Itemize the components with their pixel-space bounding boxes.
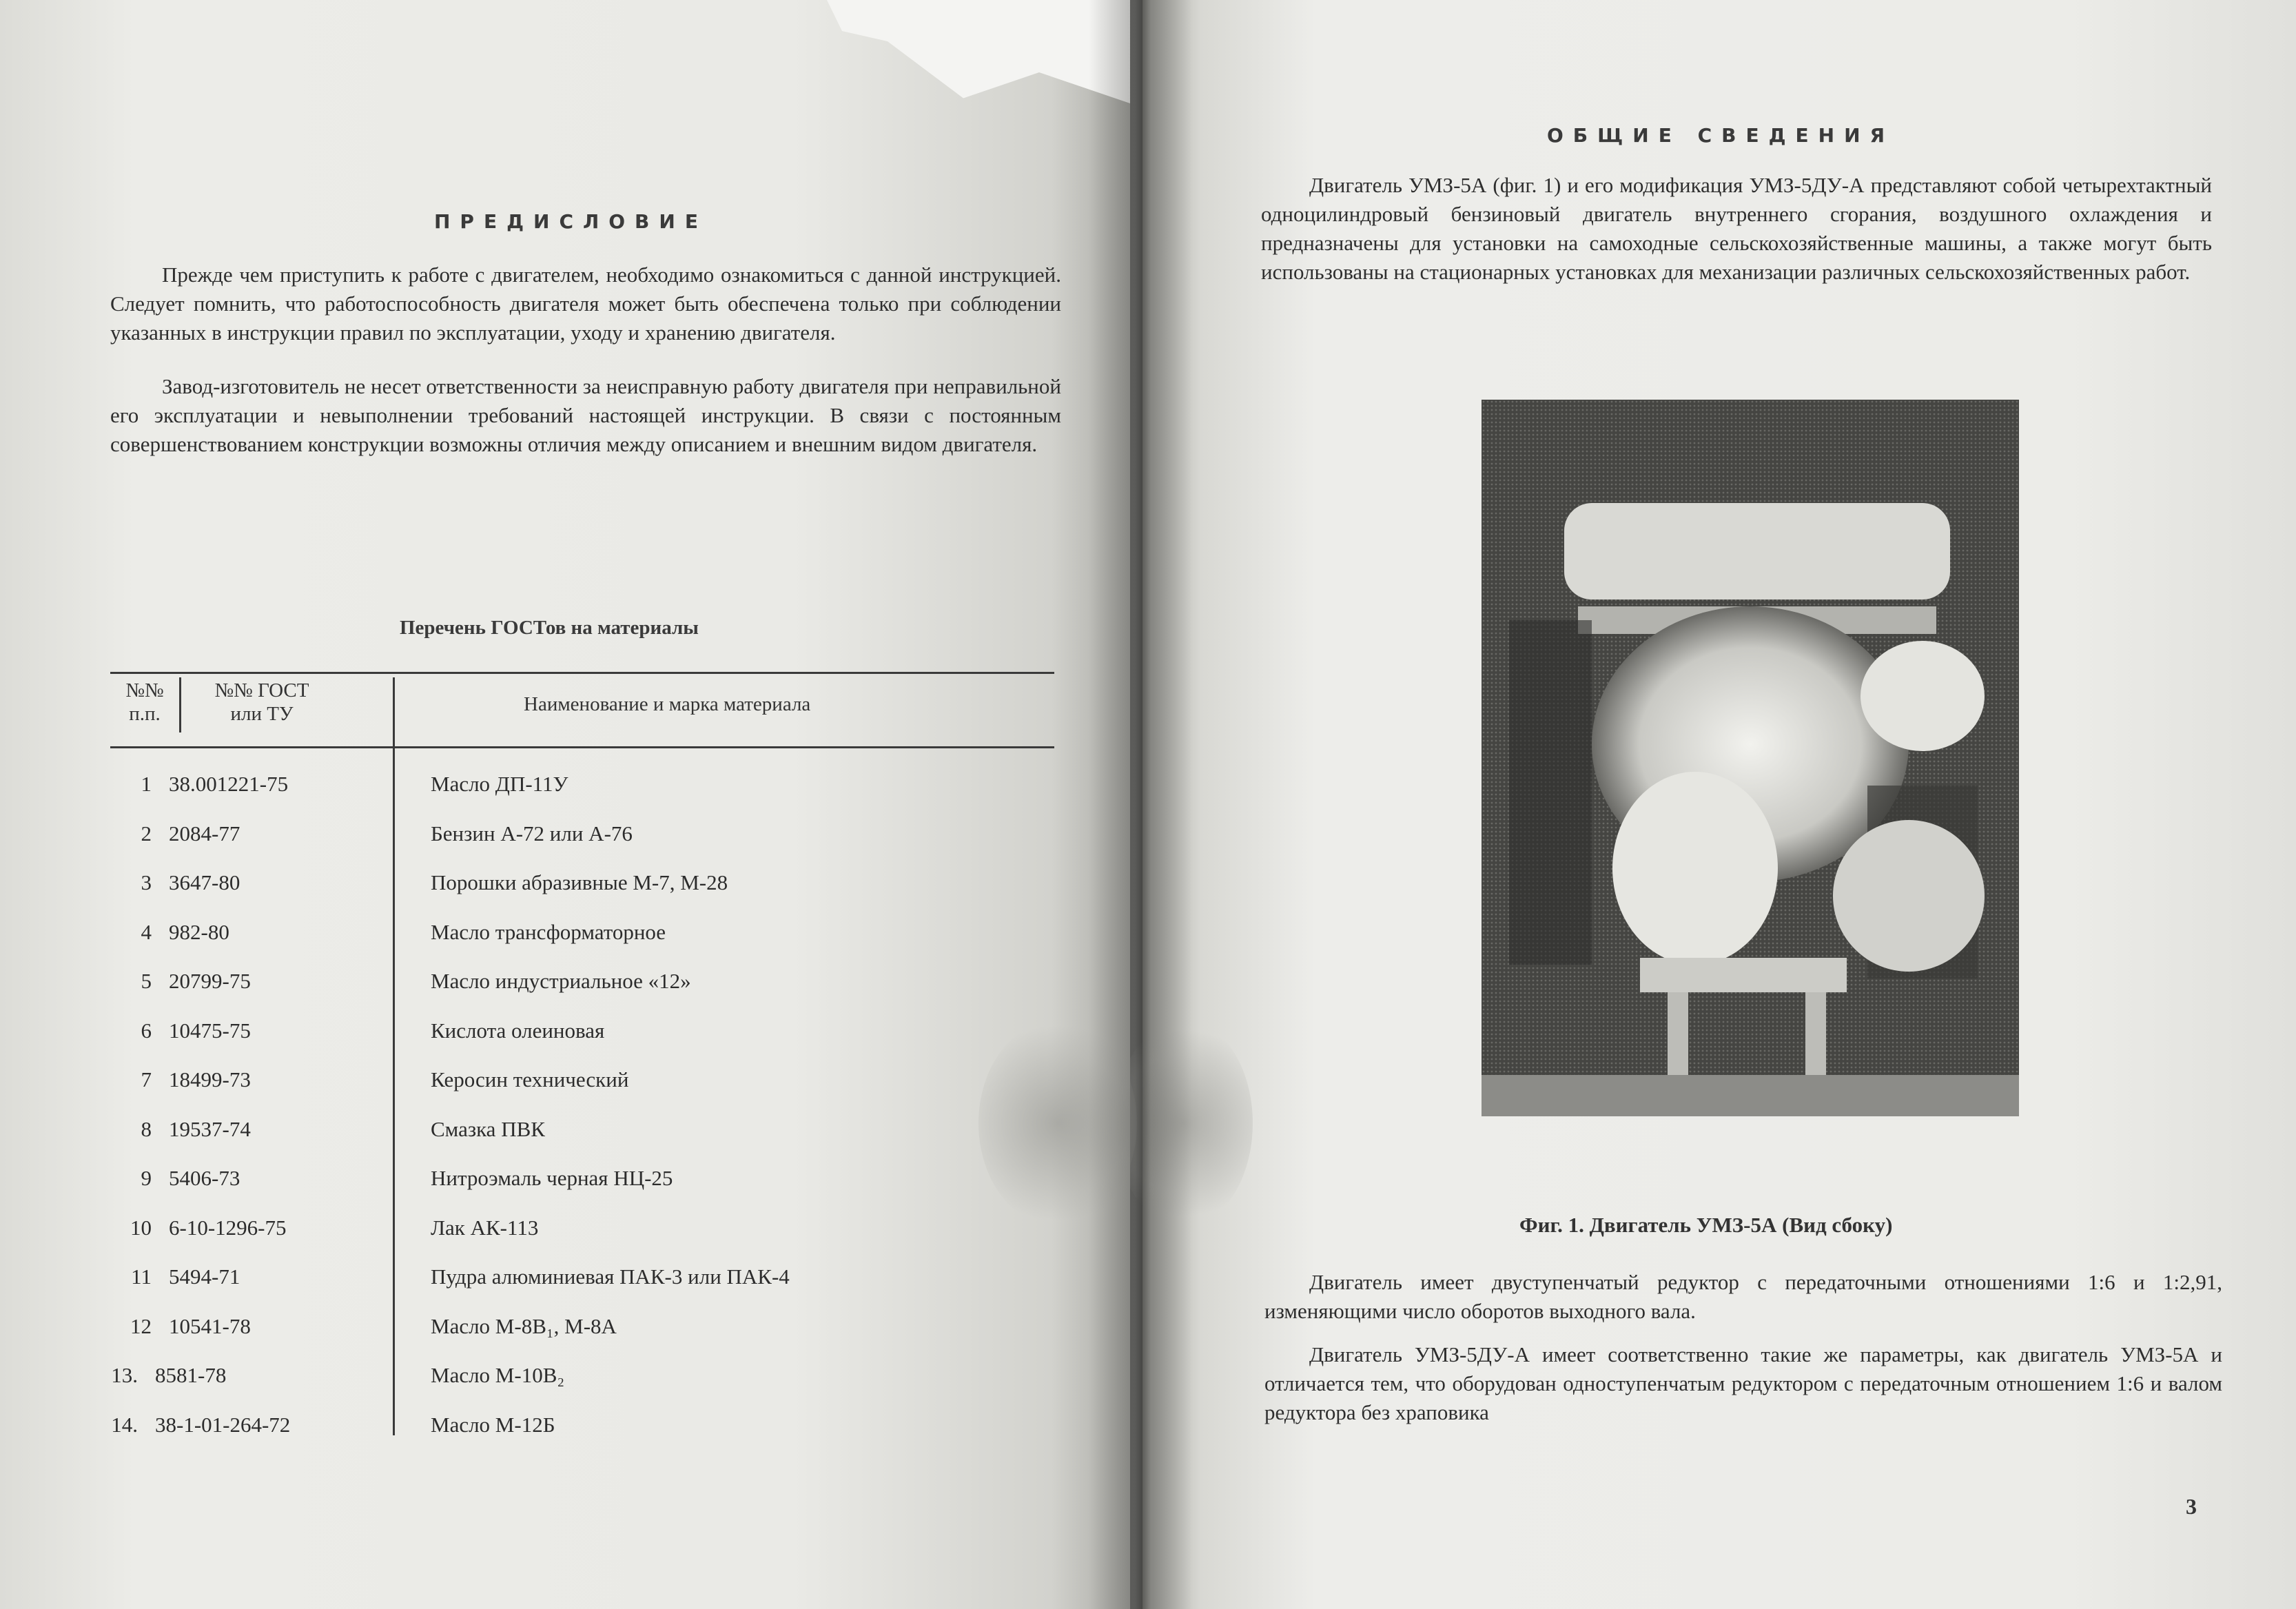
row-gost: 6-10-1296-75 <box>169 1215 287 1240</box>
row-material-name: Масло ДП-11У <box>431 772 568 796</box>
row-number: 7 <box>141 1067 152 1092</box>
row-gost: 18499-73 <box>169 1067 251 1092</box>
header-gost: №№ ГОСТ или ТУ <box>214 679 309 725</box>
general-paragraph-3: Двигатель УМЗ-5ДУ-А имеет соответственно такие же параметры, как двигатель УМЗ-5А и отличается тем, что оборудован одноступенчатым редуктором с передаточным отношением 1:6 и валом редуктора без храповика <box>1264 1342 2222 1424</box>
row-number: 1 <box>141 772 152 796</box>
row-number: 13. <box>111 1363 138 1387</box>
row-gost: 10541-78 <box>169 1313 251 1338</box>
page-number: 3 <box>2186 1494 2197 1519</box>
row-material-name: Порошки абразивные М-7, М-28 <box>431 870 728 894</box>
row-number: 11 <box>131 1264 152 1289</box>
row-number: 10 <box>130 1215 152 1240</box>
table-divider <box>179 677 181 732</box>
table-row <box>110 1314 1054 1362</box>
row-material-name: Масло трансформаторное <box>431 919 666 944</box>
table-row <box>110 1413 1054 1461</box>
row-gost: 982-80 <box>169 919 229 944</box>
table-row <box>110 772 1054 820</box>
row-gost: 38-1-01-264-72 <box>155 1412 291 1437</box>
row-number: 4 <box>141 919 152 944</box>
row-gost: 5406-73 <box>169 1166 240 1190</box>
row-material-name: Масло М-10В₂ <box>431 1363 565 1387</box>
table-row <box>110 1363 1054 1411</box>
table-row <box>110 1264 1054 1313</box>
table-row <box>110 870 1054 919</box>
table-top-rule <box>110 672 1054 674</box>
row-material-name: Бензин А-72 или А-76 <box>431 821 633 846</box>
row-material-name: Смазка ПВК <box>431 1116 545 1141</box>
table-title: Перечень ГОСТов на материалы <box>400 617 699 639</box>
row-gost: 19537-74 <box>169 1116 251 1141</box>
general-paragraph-2: Двигатель имеет двуступенчатый редуктор с передаточными отношениями 1:6 и 1:2,91, изменяющими число оборотов выходного вала. <box>1264 1270 2222 1323</box>
row-number: 5 <box>141 969 152 993</box>
row-material-name: Пудра алюминиевая ПАК-3 или ПАК-4 <box>431 1264 790 1289</box>
general-heading: ОБЩИЕ СВЕДЕНИЯ <box>1547 124 1895 147</box>
table-row <box>110 920 1054 968</box>
row-material-name: Лак АК-113 <box>431 1215 539 1240</box>
table-row <box>110 1166 1054 1214</box>
row-number: 6 <box>141 1018 152 1043</box>
row-number: 9 <box>141 1166 152 1190</box>
row-number: 12 <box>130 1313 152 1338</box>
row-number: 3 <box>141 870 152 894</box>
table-row <box>110 1216 1054 1264</box>
left-page <box>0 0 1130 1609</box>
row-number: 14. <box>111 1412 138 1437</box>
preface-paragraph-2: Завод-изготовитель не несет ответственности за неисправную работу двигателя при неправильной его эксплуатации и невыполнении требований настоящей инструкции. В связи с постоянным совершенствованием конструкции возможны отличия между описанием и внешним видом двигателя. <box>110 374 1061 456</box>
row-material-name: Масло М-8В₁, М-8А <box>431 1313 617 1338</box>
row-material-name: Масло М-12Б <box>431 1412 555 1437</box>
row-material-name: Кислота олеиновая <box>431 1018 605 1043</box>
header-number: №№ п.п. <box>125 679 164 725</box>
table-row <box>110 1067 1054 1116</box>
row-gost: 38.001221-75 <box>169 772 289 796</box>
header-material-name: Наименование и марка материала <box>524 693 811 715</box>
row-material-name: Масло индустриальное «12» <box>431 969 691 993</box>
row-gost: 20799-75 <box>169 969 251 993</box>
table-header-rule <box>110 746 1054 748</box>
table-row <box>110 821 1054 870</box>
engine-illustration <box>1482 400 2019 1116</box>
general-paragraph-1: Двигатель УМЗ-5А (фиг. 1) и его модификация УМЗ-5ДУ-А представляют собой четырехтактный одноцилиндровый бензиновый двигатель внутреннего сгорания, воздушного охлаждения и предназначены для установки на самоходные сельскохозяйственные машины, а также могут быть использованы на стационарных установках для механизации различных сельскохозяйственных работ. <box>1261 173 2212 284</box>
row-number: 8 <box>141 1116 152 1141</box>
row-number: 2 <box>141 821 152 846</box>
table-row <box>110 1018 1054 1067</box>
row-gost: 3647-80 <box>169 870 240 894</box>
row-material-name: Керосин технический <box>431 1067 629 1092</box>
row-material-name: Нитроэмаль черная НЦ-25 <box>431 1166 673 1190</box>
book-spine <box>1089 0 1192 1609</box>
figure-caption: Фиг. 1. Двигатель УМЗ-5А (Вид сбоку) <box>1519 1213 1893 1237</box>
table-row <box>110 1117 1054 1165</box>
row-gost: 5494-71 <box>169 1264 240 1289</box>
preface-heading: ПРЕДИСЛОВИЕ <box>434 210 708 233</box>
row-gost: 2084-77 <box>169 821 240 846</box>
row-gost: 10475-75 <box>169 1018 251 1043</box>
table-row <box>110 969 1054 1017</box>
row-gost: 8581-78 <box>155 1363 227 1387</box>
torn-corner <box>827 0 1130 103</box>
engine-photo <box>1482 400 2019 1116</box>
preface-paragraph-1: Прежде чем приступить к работе с двигателем, необходимо ознакомиться с данной инструкцией. Следует помнить, что работоспособность двигателя может быть обеспечена только при соблюдении указанных в инструкции правил по эксплуатации, уходу и хранению двигателя. <box>110 263 1061 345</box>
